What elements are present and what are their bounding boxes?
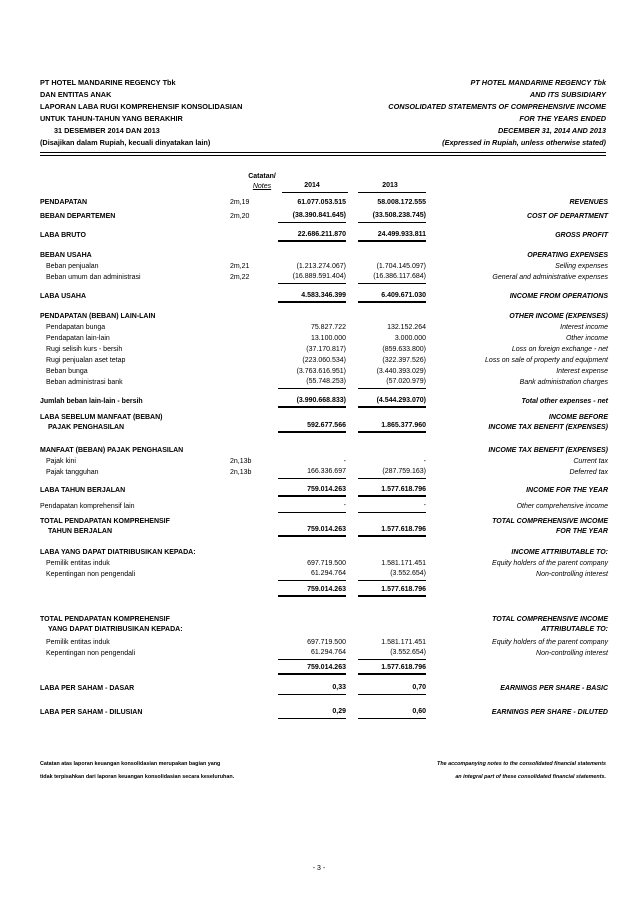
- value-2014: 759.014.263: [278, 485, 346, 497]
- value-2014: 22.686.211.870: [278, 230, 346, 242]
- value-2013: (3.552.654): [358, 569, 426, 581]
- note-ref: 2m,22: [230, 274, 250, 281]
- line-item-label-english: Equity holders of the parent company: [492, 560, 608, 567]
- value-2014: 61.294.764: [278, 648, 346, 660]
- line-item-label: LABA YANG DAPAT DIATRIBUSIKAN KEPADA:: [40, 549, 196, 556]
- line-item-label: Beban penjualan: [46, 263, 99, 270]
- line-item-label-english: Selling expenses: [555, 263, 608, 270]
- table-row: [40, 211, 608, 223]
- line-item-label-english: OTHER INCOME (EXPENSES): [509, 313, 608, 320]
- value-2014: 61.077.053.515: [297, 199, 346, 206]
- line-item-label: LABA USAHA: [40, 293, 87, 300]
- line-item-label-english: COST OF DEPARTMENT: [526, 213, 608, 220]
- value-2014: 61.294.764: [278, 569, 346, 581]
- table-row: [40, 377, 608, 389]
- value-2014: 759.014.263: [278, 525, 346, 537]
- line-item-label: LABA PER SAHAM - DASAR: [40, 685, 135, 692]
- year-rule: [282, 192, 348, 193]
- line-item-label-english: INCOME ATTRIBUTABLE TO:: [511, 549, 608, 556]
- value-2014: -: [343, 458, 346, 465]
- line-item-label-english: Loss on sale of property and equipment: [485, 357, 608, 364]
- line-item-label-english: REVENUES: [569, 199, 608, 206]
- value-2013: 58.008.172.555: [377, 199, 426, 206]
- table-row: [40, 663, 608, 675]
- line-item-label-english: Non-controlling interest: [536, 571, 608, 578]
- year-rule: [358, 192, 426, 193]
- table-row: [40, 230, 608, 242]
- header-line: PT HOTEL MANDARINE REGENCY Tbk: [40, 78, 176, 87]
- line-item-label: MANFAAT (BEBAN) PAJAK PENGHASILAN: [40, 447, 184, 454]
- header-line: AND ITS SUBSIDIARY: [529, 89, 606, 99]
- value-2013: (57.020.979): [358, 377, 426, 389]
- footer-line: The accompanying notes to the consolidated financial statements: [437, 761, 606, 767]
- value-2014: -: [278, 501, 346, 513]
- value-2014: (3.990.668.833): [278, 396, 346, 408]
- line-item-label: Beban bunga: [46, 368, 88, 375]
- value-2013: (4.544.293.070): [358, 396, 426, 408]
- line-item-label-english: Deferred tax: [569, 469, 608, 476]
- value-2014: 759.014.263: [278, 663, 346, 675]
- table-row: [40, 615, 608, 635]
- header-line: 31 DESEMBER 2014 DAN 2013: [54, 125, 160, 135]
- line-item-label: Beban administrasi bank: [46, 379, 123, 386]
- value-2014: 13.100.000: [310, 335, 346, 342]
- line-item-label: Jumlah beban lain-lain - bersih: [40, 398, 143, 405]
- header-line: (Disajikan dalam Rupiah, kecuali dinyatakan lain): [40, 137, 211, 147]
- value-2014: 592.677.566: [278, 421, 346, 433]
- table-row: [40, 569, 608, 581]
- line-item-label-english: TOTAL COMPREHENSIVE INCOME ATTRIBUTABLE TO:: [492, 616, 608, 633]
- line-item-label-english: Non-controlling interest: [536, 650, 608, 657]
- footer-line: Catatan atas laporan keuangan konsolidasian merupakan bagian yang: [40, 761, 221, 767]
- line-item-label: Pemilik entitas induk: [46, 639, 110, 646]
- value-2013: 1.577.618.796: [358, 485, 426, 497]
- footer-english: [437, 758, 606, 784]
- footer-line: an integral part of these consolidated financial statements.: [455, 774, 606, 780]
- value-2013: (33.508.238.745): [358, 211, 426, 223]
- line-item-label: Rugi penjualan aset tetap: [46, 357, 126, 364]
- line-item-label-english: EARNINGS PER SHARE - DILUTED: [491, 709, 608, 716]
- value-2013: -: [423, 458, 426, 465]
- footer-indonesian: [40, 758, 234, 784]
- value-2013: 1.581.171.451: [381, 560, 426, 567]
- value-2013: 1.581.171.451: [381, 639, 426, 646]
- line-item-label-english: OPERATING EXPENSES: [527, 252, 608, 259]
- value-2013: -: [358, 501, 426, 513]
- table-row: [40, 585, 608, 597]
- value-2013: (16.386.117.684): [358, 272, 426, 284]
- value-2014: (16.889.591.404): [278, 272, 346, 284]
- value-2014: 0,29: [278, 707, 346, 719]
- header-line: UNTUK TAHUN-TAHUN YANG BERAKHIR: [40, 113, 183, 123]
- line-item-label-english: Equity holders of the parent company: [492, 639, 608, 646]
- value-2014: 4.583.346.399: [278, 291, 346, 303]
- table-row: [40, 683, 608, 695]
- line-item-label: PENDAPATAN: [40, 199, 88, 206]
- year-2014-header: 2014: [304, 182, 320, 189]
- header-line: PT HOTEL MANDARINE REGENCY Tbk: [470, 78, 606, 87]
- line-item-label: TOTAL PENDAPATAN KOMPREHENSIF YANG DAPAT DIATRIBUSIKAN KEPADA:: [40, 616, 183, 633]
- value-2014: (55.748.253): [278, 377, 346, 389]
- value-2014: 697.719.500: [307, 560, 346, 567]
- value-2013: (322.397.526): [382, 357, 426, 364]
- line-item-label: LABA SEBELUM MANFAAT (BEBAN) PAJAK PENGHASILAN: [40, 414, 163, 431]
- line-item-label-english: Other comprehensive income: [516, 503, 608, 510]
- table-row: [40, 501, 608, 513]
- note-ref: 2m,20: [230, 213, 250, 220]
- value-2014: (223.060.534): [302, 357, 346, 364]
- line-item-label: BEBAN USAHA: [40, 252, 92, 259]
- value-2013: 132.152.264: [387, 324, 426, 331]
- table-row: [40, 197, 608, 209]
- page-number: - 3 -: [312, 865, 326, 872]
- line-item-label: Pemilik entitas induk: [46, 560, 110, 567]
- header-line: DAN ENTITAS ANAK: [40, 89, 112, 99]
- line-item-label-english: Interest expense: [556, 368, 608, 375]
- value-2013: (859.633.800): [382, 346, 426, 353]
- value-2014: (3.763.616.951): [296, 368, 346, 375]
- footer-line: tidak terpisahkan dari laporan keuangan konsolidasian secara keseluruhan.: [40, 774, 235, 780]
- header-indonesian: [40, 77, 242, 148]
- header-line: CONSOLIDATED STATEMENTS OF COMPREHENSIVE INCOME: [388, 101, 606, 111]
- table-row: [40, 413, 608, 433]
- note-ref: 2n,13b: [230, 469, 252, 476]
- line-item-label-english: Loss on foreign exchange - net: [511, 346, 608, 353]
- line-item-label-english: TOTAL COMPREHENSIVE INCOME FOR THE YEAR: [492, 518, 608, 535]
- note-ref: 2m,21: [230, 263, 250, 270]
- table-row: [40, 648, 608, 660]
- note-ref: 2m,19: [230, 199, 250, 206]
- line-item-label: Pendapatan komprehensif lain: [40, 503, 135, 510]
- line-item-label: Kepentingan non pengendali: [46, 650, 136, 657]
- line-item-label: Kepentingan non pengendali: [46, 571, 136, 578]
- value-2014: (38.390.841.645): [278, 211, 346, 223]
- line-item-label-english: General and administrative expenses: [492, 274, 608, 281]
- value-2013: 1.577.618.796: [358, 663, 426, 675]
- note-ref: 2n,13b: [230, 458, 252, 465]
- value-2013: (1.704.145.097): [376, 263, 426, 270]
- value-2013: 0,70: [358, 683, 426, 695]
- value-2014: (37.170.817): [306, 346, 346, 353]
- header-line: DECEMBER 31, 2014 AND 2013: [497, 125, 606, 135]
- line-item-label-english: Other income: [565, 335, 608, 342]
- header-line: FOR THE YEARS ENDED: [519, 113, 606, 123]
- line-item-label: LABA TAHUN BERJALAN: [40, 487, 126, 494]
- line-item-label-english: INCOME FROM OPERATIONS: [509, 293, 608, 300]
- line-item-label: BEBAN DEPARTEMEN: [40, 213, 116, 220]
- value-2013: 1.577.618.796: [358, 585, 426, 597]
- year-2013-header: 2013: [382, 182, 398, 189]
- line-item-label-english: INCOME BEFORE INCOME TAX BENEFIT (EXPENSES): [488, 414, 608, 431]
- line-item-label-english: INCOME FOR THE YEAR: [526, 487, 608, 494]
- header-rule: [40, 155, 606, 156]
- line-item-label-english: INCOME TAX BENEFIT (EXPENSES): [488, 447, 608, 454]
- table-row: [40, 272, 608, 284]
- line-item-label: LABA PER SAHAM - DILUSIAN: [40, 709, 143, 716]
- line-item-label: Pajak kini: [46, 458, 76, 465]
- line-item-label-english: Bank administration charges: [519, 379, 608, 386]
- table-row: [40, 517, 608, 537]
- value-2014: 759.014.263: [278, 585, 346, 597]
- table-row: [40, 707, 608, 719]
- value-2013: 24.499.933.811: [358, 230, 426, 242]
- line-item-label-english: Total other expenses - net: [521, 398, 608, 405]
- value-2013: 1.577.618.796: [358, 525, 426, 537]
- notes-header-line: Notes: [252, 183, 272, 190]
- line-item-label: Beban umum dan administrasi: [46, 274, 141, 281]
- value-2014: 0,33: [278, 683, 346, 695]
- value-2013: 0,60: [358, 707, 426, 719]
- table-row: [40, 485, 608, 497]
- line-item-label-english: GROSS PROFIT: [555, 232, 608, 239]
- value-2014: (1.213.274.067): [296, 263, 346, 270]
- value-2013: (3.552.654): [358, 648, 426, 660]
- table-row: [40, 467, 608, 479]
- table-row: [40, 291, 608, 303]
- line-item-label: Rugi selisih kurs - bersih: [46, 346, 123, 353]
- value-2013: (287.759.163): [358, 467, 426, 479]
- line-item-label: Pajak tangguhan: [46, 469, 99, 476]
- value-2013: (3.440.393.029): [376, 368, 426, 375]
- line-item-label-english: EARNINGS PER SHARE - BASIC: [500, 685, 608, 692]
- header-english: [388, 77, 606, 148]
- line-item-label: PENDAPATAN (BEBAN) LAIN-LAIN: [40, 313, 156, 320]
- line-item-label-english: Interest income: [560, 324, 608, 331]
- line-item-label: TOTAL PENDAPATAN KOMPREHENSIF TAHUN BERJALAN: [40, 518, 170, 535]
- line-item-label-english: Current tax: [573, 458, 608, 465]
- header-rule: [40, 152, 606, 153]
- value-2013: 1.865.377.960: [358, 421, 426, 433]
- header-line: LAPORAN LABA RUGI KOMPREHENSIF KONSOLIDASIAN: [40, 101, 243, 111]
- line-item-label: Pendapatan lain-lain: [46, 335, 110, 342]
- value-2014: 75.827.722: [310, 324, 346, 331]
- value-2014: 166.336.697: [278, 467, 346, 479]
- value-2014: 697.719.500: [307, 639, 346, 646]
- value-2013: 6.409.671.030: [358, 291, 426, 303]
- line-item-label: LABA BRUTO: [40, 232, 86, 239]
- line-item-label: Pendapatan bunga: [46, 324, 106, 331]
- notes-header-line: Catatan/: [248, 173, 276, 180]
- header-line: (Expressed in Rupiah, unless otherwise stated): [442, 137, 606, 147]
- table-row: [40, 396, 608, 408]
- value-2013: 3.000.000: [394, 335, 426, 342]
